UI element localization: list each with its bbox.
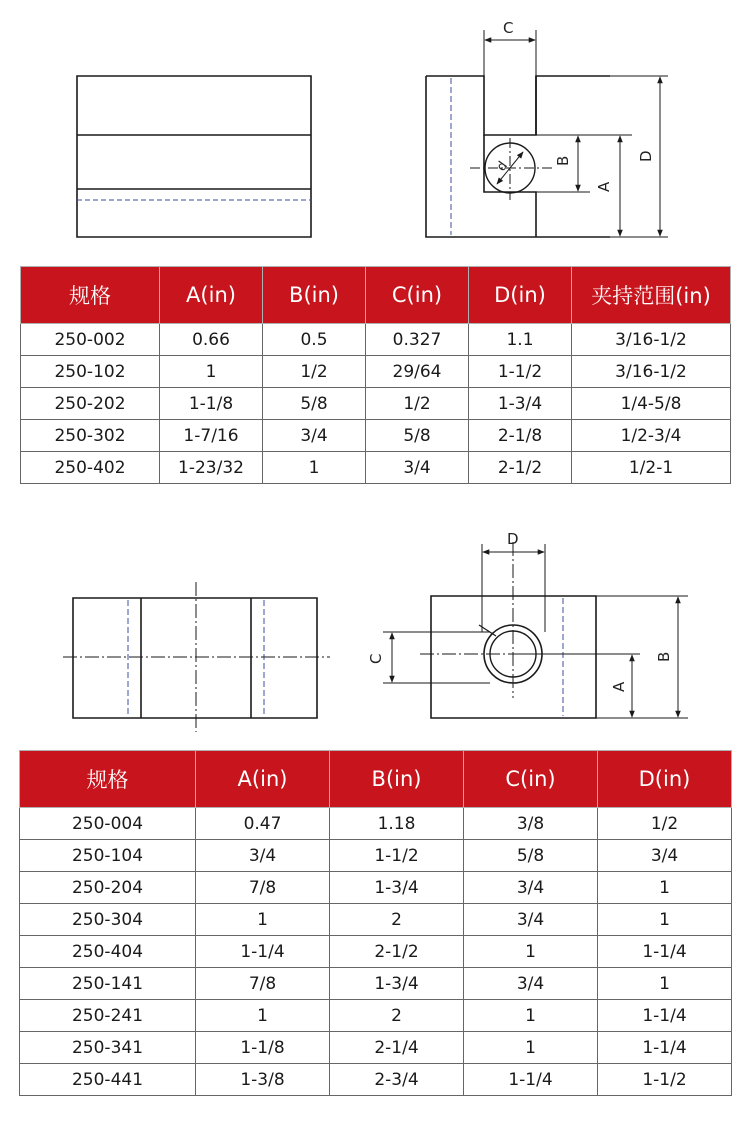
table-cell: 5/8 xyxy=(366,420,469,452)
table-cell: 1 xyxy=(464,1032,598,1064)
dim-label-b: B xyxy=(554,155,572,166)
table-cell: 1 xyxy=(598,968,732,1000)
column-header: A(in) xyxy=(196,751,330,808)
table-row xyxy=(20,968,732,1000)
table-cell: 5/8 xyxy=(464,840,598,872)
table-cell: 250-004 xyxy=(20,808,196,840)
table-cell: 1/2-1 xyxy=(572,452,731,484)
table-cell: 1-1/4 xyxy=(598,1000,732,1032)
table-row xyxy=(21,356,731,388)
table-row xyxy=(20,872,732,904)
dim-label-diameter: d xyxy=(493,158,512,175)
table-cell: 0.5 xyxy=(263,324,366,356)
table-cell: 250-002 xyxy=(21,324,160,356)
table-cell: 1.1 xyxy=(469,324,572,356)
drawing-2-side-view xyxy=(63,582,330,732)
table-cell: 1-3/4 xyxy=(330,872,464,904)
table-row xyxy=(21,420,731,452)
table-cell: 0.327 xyxy=(366,324,469,356)
table-cell: 0.66 xyxy=(160,324,263,356)
table-cell: 250-102 xyxy=(21,356,160,388)
table-cell: 3/4 xyxy=(196,840,330,872)
table-row xyxy=(20,840,732,872)
table-cell: 250-202 xyxy=(21,388,160,420)
dim-label-b: B xyxy=(655,651,673,662)
table-cell: 2-1/4 xyxy=(330,1032,464,1064)
table-cell: 1/2-3/4 xyxy=(572,420,731,452)
column-header: B(in) xyxy=(263,267,366,324)
table-row xyxy=(20,904,732,936)
table-cell: 1/2 xyxy=(263,356,366,388)
table-cell: 1 xyxy=(598,872,732,904)
table-cell: 1-23/32 xyxy=(160,452,263,484)
table-cell: 2-1/8 xyxy=(469,420,572,452)
table-cell: 2-1/2 xyxy=(330,936,464,968)
table-cell: 3/4 xyxy=(464,968,598,1000)
table-cell: 250-241 xyxy=(20,1000,196,1032)
table-cell: 7/8 xyxy=(196,872,330,904)
table-cell: 1-1/4 xyxy=(598,936,732,968)
table-cell: 1-1/2 xyxy=(330,840,464,872)
column-header: 夹持范围(in) xyxy=(572,267,731,324)
table-cell: 3/16-1/2 xyxy=(572,324,731,356)
table-cell: 1 xyxy=(464,936,598,968)
spec-table-2 xyxy=(19,750,732,1096)
drawing-1-side-view xyxy=(77,76,311,237)
table-cell: 1-7/16 xyxy=(160,420,263,452)
table-cell: 250-404 xyxy=(20,936,196,968)
table-cell: 5/8 xyxy=(263,388,366,420)
table-cell: 2-3/4 xyxy=(330,1064,464,1096)
table-row xyxy=(20,1064,732,1096)
table-cell: 29/64 xyxy=(366,356,469,388)
table-cell: 0.47 xyxy=(196,808,330,840)
table-cell: 250-204 xyxy=(20,872,196,904)
table-cell: 7/8 xyxy=(196,968,330,1000)
table-cell: 1 xyxy=(196,904,330,936)
column-header: 规格 xyxy=(21,267,160,324)
table-cell: 1 xyxy=(598,904,732,936)
table-row xyxy=(21,452,731,484)
table-cell: 250-104 xyxy=(20,840,196,872)
table-cell: 3/16-1/2 xyxy=(572,356,731,388)
column-header: C(in) xyxy=(366,267,469,324)
table-cell: 1/2 xyxy=(366,388,469,420)
drawing-1-front-view xyxy=(426,30,668,237)
table-cell: 1-1/8 xyxy=(196,1032,330,1064)
table-cell: 250-141 xyxy=(20,968,196,1000)
table-row xyxy=(20,1000,732,1032)
table-cell: 1-1/4 xyxy=(598,1032,732,1064)
table-cell: 2 xyxy=(330,1000,464,1032)
table-row xyxy=(20,936,732,968)
table-header-row xyxy=(21,267,731,324)
table-cell: 250-304 xyxy=(20,904,196,936)
table-cell: 3/8 xyxy=(464,808,598,840)
table-cell: 3/4 xyxy=(464,872,598,904)
column-header: C(in) xyxy=(464,751,598,808)
table-row xyxy=(20,808,732,840)
table-cell: 1.18 xyxy=(330,808,464,840)
table-cell: 2 xyxy=(330,904,464,936)
table-cell: 1 xyxy=(196,1000,330,1032)
table-cell: 1/4-5/8 xyxy=(572,388,731,420)
table-cell: 3/4 xyxy=(263,420,366,452)
table-cell: 3/4 xyxy=(598,840,732,872)
table-cell: 1 xyxy=(263,452,366,484)
table-cell: 1-3/4 xyxy=(469,388,572,420)
column-header: D(in) xyxy=(598,751,732,808)
drawing-2-front-view xyxy=(383,542,688,718)
dim-label-c: C xyxy=(503,19,514,37)
table-cell: 250-402 xyxy=(21,452,160,484)
drawing-1 xyxy=(0,0,750,262)
table-row xyxy=(21,324,731,356)
drawing-2 xyxy=(0,520,750,745)
column-header: A(in) xyxy=(160,267,263,324)
table-cell: 1-1/8 xyxy=(160,388,263,420)
dim-label-c: C xyxy=(367,653,385,664)
table-header-row xyxy=(20,751,732,808)
dim-label-d: D xyxy=(507,530,519,548)
table-cell: 1-3/8 xyxy=(196,1064,330,1096)
column-header: B(in) xyxy=(330,751,464,808)
table-cell: 1-1/4 xyxy=(464,1064,598,1096)
table-cell: 2-1/2 xyxy=(469,452,572,484)
table-cell: 1 xyxy=(160,356,263,388)
table-cell: 250-341 xyxy=(20,1032,196,1064)
dim-label-a: A xyxy=(610,681,628,692)
table-cell: 1-3/4 xyxy=(330,968,464,1000)
table-cell: 1-1/4 xyxy=(196,936,330,968)
column-header: 规格 xyxy=(20,751,196,808)
table-cell: 1-1/2 xyxy=(469,356,572,388)
table-cell: 250-302 xyxy=(21,420,160,452)
table-cell: 1 xyxy=(464,1000,598,1032)
column-header: D(in) xyxy=(469,267,572,324)
table-row xyxy=(20,1032,732,1064)
table-cell: 1-1/2 xyxy=(598,1064,732,1096)
dim-label-a: A xyxy=(595,181,613,192)
table-cell: 3/4 xyxy=(366,452,469,484)
table-cell: 3/4 xyxy=(464,904,598,936)
table-cell: 1/2 xyxy=(598,808,732,840)
table-cell: 250-441 xyxy=(20,1064,196,1096)
spec-table-1 xyxy=(20,266,731,484)
table-row xyxy=(21,388,731,420)
dim-label-d: D xyxy=(637,150,655,162)
